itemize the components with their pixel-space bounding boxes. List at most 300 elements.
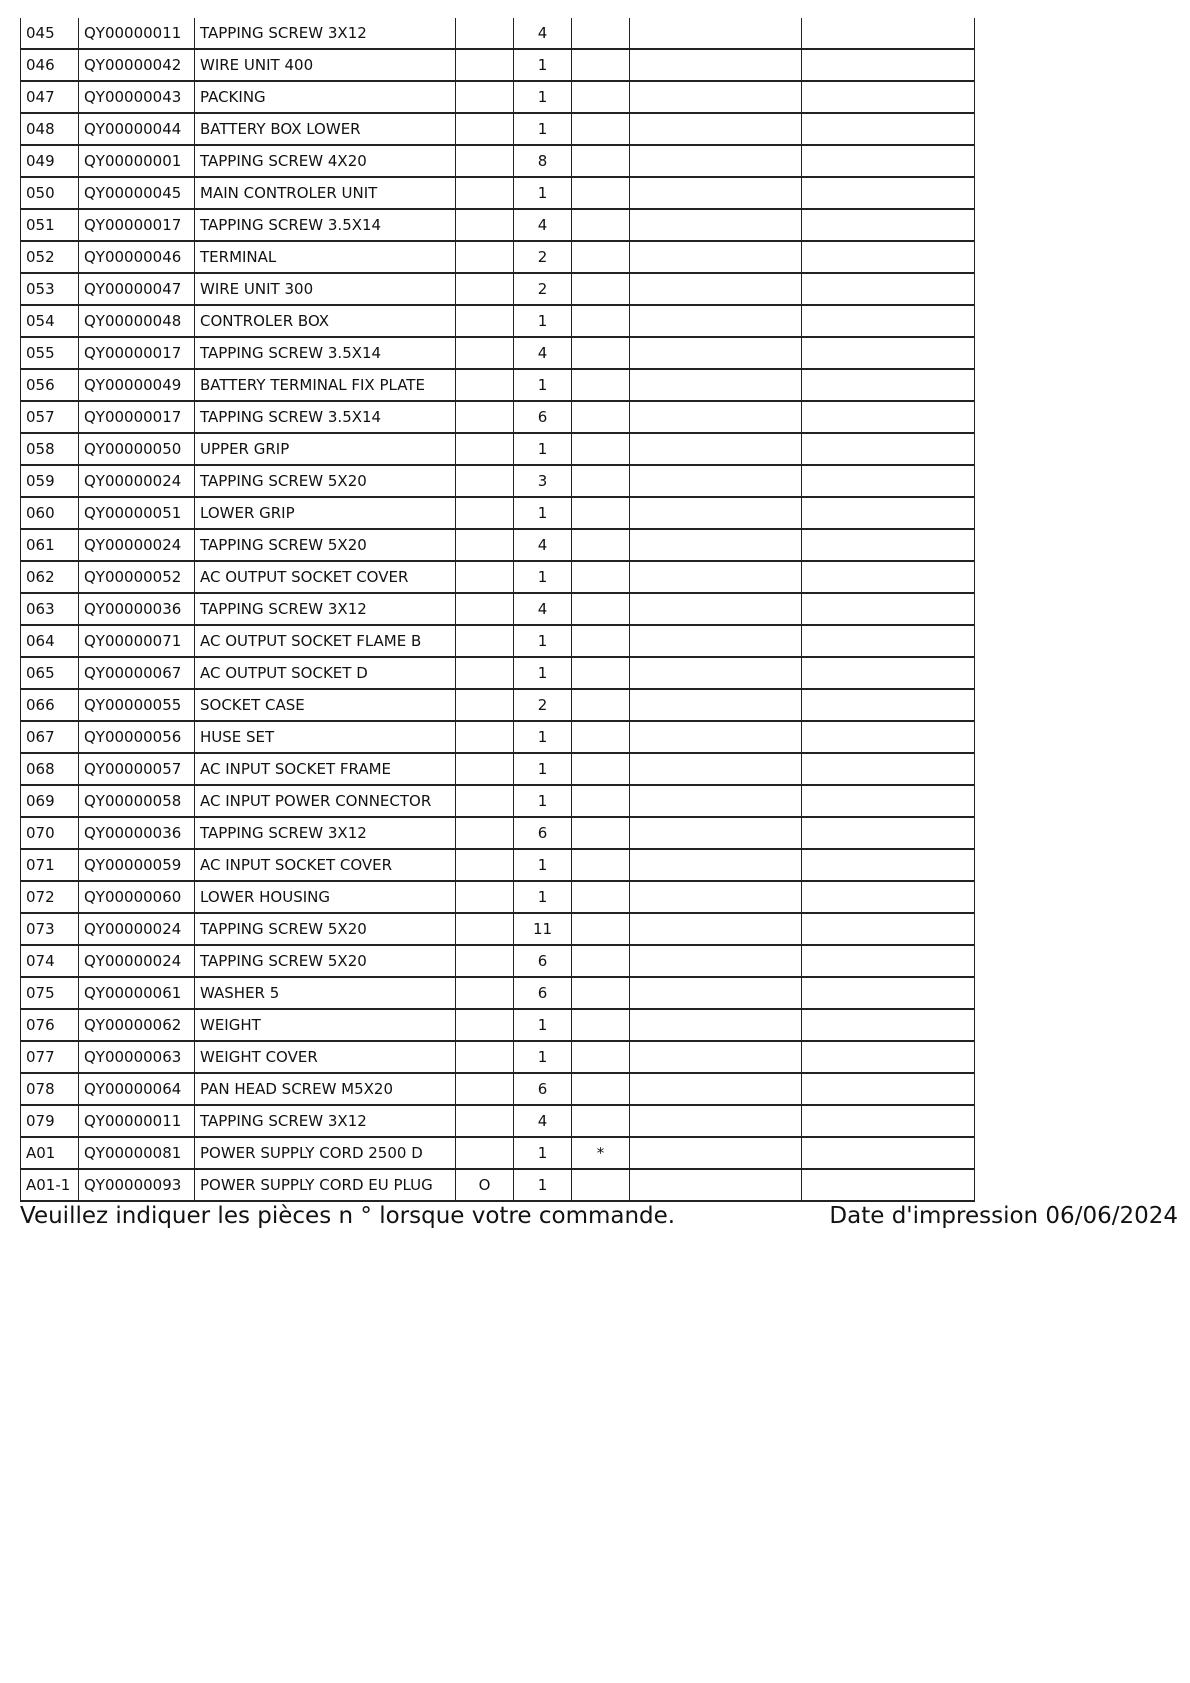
part-number-cell: 059 [21,465,79,497]
part-code-cell: QY00000058 [79,785,195,817]
blank-cell [630,337,802,369]
part-name-cell: AC INPUT SOCKET FRAME [195,753,456,785]
table-row [21,625,975,657]
table-row [21,433,975,465]
part-code-cell: QY00000061 [79,977,195,1009]
part-name-cell: WEIGHT [195,1009,456,1041]
part-code-cell: QY00000043 [79,81,195,113]
blank-cell [630,401,802,433]
quantity-cell: 6 [514,817,572,849]
part-code-cell: QY00000017 [79,337,195,369]
mark-cell [572,1105,630,1137]
part-code-cell: QY00000001 [79,145,195,177]
table-row [21,945,975,977]
option-cell [456,721,514,753]
mark-cell [572,1041,630,1073]
quantity-cell: 4 [514,529,572,561]
table-row [21,913,975,945]
part-number-cell: 067 [21,721,79,753]
part-code-cell: QY00000036 [79,593,195,625]
table-row [21,529,975,561]
part-name-cell: TAPPING SCREW 5X20 [195,945,456,977]
mark-cell [572,945,630,977]
blank-cell [630,49,802,81]
part-name-cell: TAPPING SCREW 5X20 [195,529,456,561]
blank-cell [630,273,802,305]
part-code-cell: QY00000063 [79,1041,195,1073]
quantity-cell: 6 [514,977,572,1009]
option-cell [456,465,514,497]
quantity-cell: 1 [514,561,572,593]
option-cell [456,1137,514,1169]
part-code-cell: QY00000042 [79,49,195,81]
quantity-cell: 4 [514,209,572,241]
quantity-cell: 1 [514,177,572,209]
part-code-cell: QY00000044 [79,113,195,145]
part-number-cell: 050 [21,177,79,209]
option-cell [456,209,514,241]
blank-cell [802,1137,975,1169]
blank-cell [802,977,975,1009]
part-name-cell: TAPPING SCREW 3X12 [195,18,456,49]
blank-cell [630,849,802,881]
part-code-cell: QY00000067 [79,657,195,689]
part-name-cell: BATTERY TERMINAL FIX PLATE [195,369,456,401]
option-cell [456,1105,514,1137]
table-row [21,1169,975,1201]
table-row [21,209,975,241]
option-cell: O [456,1169,514,1201]
part-name-cell: HUSE SET [195,721,456,753]
part-number-cell: 065 [21,657,79,689]
quantity-cell: 8 [514,145,572,177]
table-row [21,753,975,785]
part-code-cell: QY00000049 [79,369,195,401]
part-name-cell: TERMINAL [195,241,456,273]
part-number-cell: 058 [21,433,79,465]
option-cell [456,945,514,977]
part-name-cell: AC OUTPUT SOCKET D [195,657,456,689]
table-row [21,1073,975,1105]
option-cell [456,817,514,849]
table-row [21,817,975,849]
part-name-cell: WASHER 5 [195,977,456,1009]
blank-cell [802,273,975,305]
option-cell [456,1041,514,1073]
quantity-cell: 2 [514,273,572,305]
quantity-cell: 1 [514,113,572,145]
part-number-cell: 052 [21,241,79,273]
quantity-cell: 1 [514,881,572,913]
mark-cell [572,753,630,785]
quantity-cell: 3 [514,465,572,497]
mark-cell [572,785,630,817]
table-row [21,145,975,177]
part-code-cell: QY00000051 [79,497,195,529]
blank-cell [802,145,975,177]
mark-cell [572,881,630,913]
option-cell [456,113,514,145]
table-row [21,689,975,721]
part-name-cell: AC INPUT SOCKET COVER [195,849,456,881]
mark-cell [572,369,630,401]
quantity-cell: 6 [514,1073,572,1105]
part-code-cell: QY00000050 [79,433,195,465]
table-row [21,849,975,881]
part-number-cell: 057 [21,401,79,433]
option-cell [456,273,514,305]
table-row [21,657,975,689]
option-cell [456,561,514,593]
part-number-cell: 075 [21,977,79,1009]
part-name-cell: TAPPING SCREW 3.5X14 [195,337,456,369]
part-number-cell: 056 [21,369,79,401]
part-code-cell: QY00000017 [79,209,195,241]
part-name-cell: AC OUTPUT SOCKET COVER [195,561,456,593]
part-code-cell: QY00000064 [79,1073,195,1105]
blank-cell [802,913,975,945]
mark-cell [572,337,630,369]
blank-cell [802,433,975,465]
mark-cell [572,433,630,465]
part-code-cell: QY00000081 [79,1137,195,1169]
part-name-cell: CONTROLER BOX [195,305,456,337]
part-number-cell: 053 [21,273,79,305]
quantity-cell: 2 [514,241,572,273]
mark-cell [572,529,630,561]
blank-cell [630,1009,802,1041]
blank-cell [630,18,802,49]
mark-cell [572,177,630,209]
blank-cell [630,241,802,273]
option-cell [456,1073,514,1105]
part-name-cell: TAPPING SCREW 4X20 [195,145,456,177]
part-number-cell: 064 [21,625,79,657]
part-code-cell: QY00000052 [79,561,195,593]
blank-cell [630,433,802,465]
mark-cell [572,1073,630,1105]
part-number-cell: 063 [21,593,79,625]
option-cell [456,241,514,273]
blank-cell [630,785,802,817]
blank-cell [802,945,975,977]
part-code-cell: QY00000057 [79,753,195,785]
table-row [21,785,975,817]
blank-cell [802,561,975,593]
part-name-cell: WIRE UNIT 400 [195,49,456,81]
blank-cell [802,177,975,209]
blank-cell [802,689,975,721]
mark-cell: * [572,1137,630,1169]
blank-cell [630,529,802,561]
part-name-cell: WEIGHT COVER [195,1041,456,1073]
option-cell [456,529,514,561]
option-cell [456,401,514,433]
mark-cell [572,18,630,49]
blank-cell [630,817,802,849]
mark-cell [572,497,630,529]
part-code-cell: QY00000011 [79,18,195,49]
option-cell [456,785,514,817]
blank-cell [630,1105,802,1137]
quantity-cell: 1 [514,625,572,657]
quantity-cell: 4 [514,1105,572,1137]
part-number-cell: 079 [21,1105,79,1137]
part-name-cell: TAPPING SCREW 3X12 [195,1105,456,1137]
part-name-cell: AC INPUT POWER CONNECTOR [195,785,456,817]
part-name-cell: TAPPING SCREW 3.5X14 [195,209,456,241]
blank-cell [802,625,975,657]
option-cell [456,625,514,657]
mark-cell [572,977,630,1009]
part-number-cell: 066 [21,689,79,721]
blank-cell [802,81,975,113]
table-row [21,401,975,433]
mark-cell [572,593,630,625]
mark-cell [572,561,630,593]
quantity-cell: 1 [514,1041,572,1073]
quantity-cell: 1 [514,657,572,689]
part-name-cell: LOWER GRIP [195,497,456,529]
table-row [21,497,975,529]
blank-cell [802,209,975,241]
part-name-cell: POWER SUPPLY CORD EU PLUG [195,1169,456,1201]
option-cell [456,49,514,81]
table-row [21,977,975,1009]
part-number-cell: 051 [21,209,79,241]
part-code-cell: QY00000062 [79,1009,195,1041]
table-row [21,241,975,273]
mark-cell [572,145,630,177]
mark-cell [572,657,630,689]
table-row [21,273,975,305]
blank-cell [630,145,802,177]
blank-cell [802,785,975,817]
part-number-cell: A01-1 [21,1169,79,1201]
part-number-cell: 073 [21,913,79,945]
table-row [21,177,975,209]
blank-cell [802,497,975,529]
blank-cell [802,465,975,497]
quantity-cell: 6 [514,945,572,977]
print-date: Date d'impression 06/06/2024 [829,1203,1178,1229]
part-number-cell: 062 [21,561,79,593]
blank-cell [802,337,975,369]
quantity-cell: 1 [514,369,572,401]
quantity-cell: 1 [514,49,572,81]
option-cell [456,433,514,465]
quantity-cell: 1 [514,721,572,753]
table-row [21,721,975,753]
blank-cell [630,881,802,913]
part-name-cell: UPPER GRIP [195,433,456,465]
blank-cell [630,913,802,945]
mark-cell [572,241,630,273]
mark-cell [572,465,630,497]
blank-cell [630,721,802,753]
option-cell [456,593,514,625]
blank-cell [630,625,802,657]
quantity-cell: 1 [514,433,572,465]
blank-cell [630,977,802,1009]
part-code-cell: QY00000059 [79,849,195,881]
blank-cell [802,529,975,561]
blank-cell [802,1169,975,1201]
blank-cell [630,1041,802,1073]
part-name-cell: SOCKET CASE [195,689,456,721]
blank-cell [802,18,975,49]
option-cell [456,18,514,49]
option-cell [456,369,514,401]
blank-cell [802,241,975,273]
mark-cell [572,689,630,721]
blank-cell [630,593,802,625]
blank-cell [802,113,975,145]
part-number-cell: 060 [21,497,79,529]
blank-cell [630,689,802,721]
mark-cell [572,1009,630,1041]
option-cell [456,849,514,881]
part-code-cell: QY00000024 [79,465,195,497]
part-code-cell: QY00000011 [79,1105,195,1137]
table-row [21,1009,975,1041]
part-name-cell: WIRE UNIT 300 [195,273,456,305]
blank-cell [630,465,802,497]
mark-cell [572,401,630,433]
blank-cell [630,209,802,241]
blank-cell [802,817,975,849]
order-instruction-note: Veuillez indiquer les pièces n ° lorsque votre commande. [20,1203,676,1229]
part-number-cell: 072 [21,881,79,913]
option-cell [456,337,514,369]
table-row [21,881,975,913]
table-row [21,81,975,113]
blank-cell [630,497,802,529]
part-name-cell: AC OUTPUT SOCKET FLAME B [195,625,456,657]
option-cell [456,497,514,529]
part-code-cell: QY00000093 [79,1169,195,1201]
quantity-cell: 11 [514,913,572,945]
table-row [21,1041,975,1073]
blank-cell [802,49,975,81]
part-code-cell: QY00000048 [79,305,195,337]
blank-cell [630,81,802,113]
table-row [21,369,975,401]
blank-cell [802,1105,975,1137]
quantity-cell: 4 [514,337,572,369]
blank-cell [802,1041,975,1073]
part-number-cell: 070 [21,817,79,849]
part-number-cell: 047 [21,81,79,113]
table-row [21,561,975,593]
blank-cell [802,657,975,689]
part-number-cell: 055 [21,337,79,369]
mark-cell [572,817,630,849]
mark-cell [572,913,630,945]
blank-cell [630,753,802,785]
part-name-cell: POWER SUPPLY CORD 2500 D [195,1137,456,1169]
blank-cell [630,1137,802,1169]
part-name-cell: TAPPING SCREW 3X12 [195,817,456,849]
option-cell [456,689,514,721]
part-code-cell: QY00000024 [79,913,195,945]
part-number-cell: 077 [21,1041,79,1073]
blank-cell [630,369,802,401]
option-cell [456,913,514,945]
part-name-cell: PAN HEAD SCREW M5X20 [195,1073,456,1105]
blank-cell [630,561,802,593]
part-number-cell: 046 [21,49,79,81]
option-cell [456,177,514,209]
parts-list-table [20,18,975,1202]
part-code-cell: QY00000036 [79,817,195,849]
mark-cell [572,849,630,881]
part-number-cell: 071 [21,849,79,881]
quantity-cell: 4 [514,18,572,49]
table-row [21,113,975,145]
option-cell [456,81,514,113]
mark-cell [572,305,630,337]
mark-cell [572,49,630,81]
quantity-cell: 1 [514,1137,572,1169]
part-number-cell: 078 [21,1073,79,1105]
blank-cell [630,657,802,689]
blank-cell [802,849,975,881]
part-code-cell: QY00000047 [79,273,195,305]
table-row [21,18,975,49]
part-code-cell: QY00000045 [79,177,195,209]
part-name-cell: TAPPING SCREW 3X12 [195,593,456,625]
blank-cell [802,593,975,625]
table-row [21,337,975,369]
mark-cell [572,1169,630,1201]
part-name-cell: BATTERY BOX LOWER [195,113,456,145]
part-number-cell: 045 [21,18,79,49]
quantity-cell: 1 [514,1009,572,1041]
quantity-cell: 1 [514,1169,572,1201]
table-row [21,593,975,625]
option-cell [456,145,514,177]
blank-cell [630,945,802,977]
part-number-cell: 068 [21,753,79,785]
part-number-cell: 048 [21,113,79,145]
option-cell [456,1009,514,1041]
option-cell [456,881,514,913]
blank-cell [802,1009,975,1041]
quantity-cell: 1 [514,785,572,817]
part-number-cell: 074 [21,945,79,977]
blank-cell [630,1073,802,1105]
parts-list-body [21,18,975,1201]
part-code-cell: QY00000017 [79,401,195,433]
part-code-cell: QY00000056 [79,721,195,753]
option-cell [456,657,514,689]
part-number-cell: A01 [21,1137,79,1169]
part-name-cell: TAPPING SCREW 3.5X14 [195,401,456,433]
blank-cell [630,305,802,337]
part-number-cell: 069 [21,785,79,817]
part-name-cell: LOWER HOUSING [195,881,456,913]
quantity-cell: 1 [514,753,572,785]
part-code-cell: QY00000024 [79,945,195,977]
blank-cell [802,881,975,913]
part-code-cell: QY00000060 [79,881,195,913]
blank-cell [802,305,975,337]
blank-cell [802,369,975,401]
quantity-cell: 1 [514,305,572,337]
table-row [21,1105,975,1137]
part-code-cell: QY00000024 [79,529,195,561]
